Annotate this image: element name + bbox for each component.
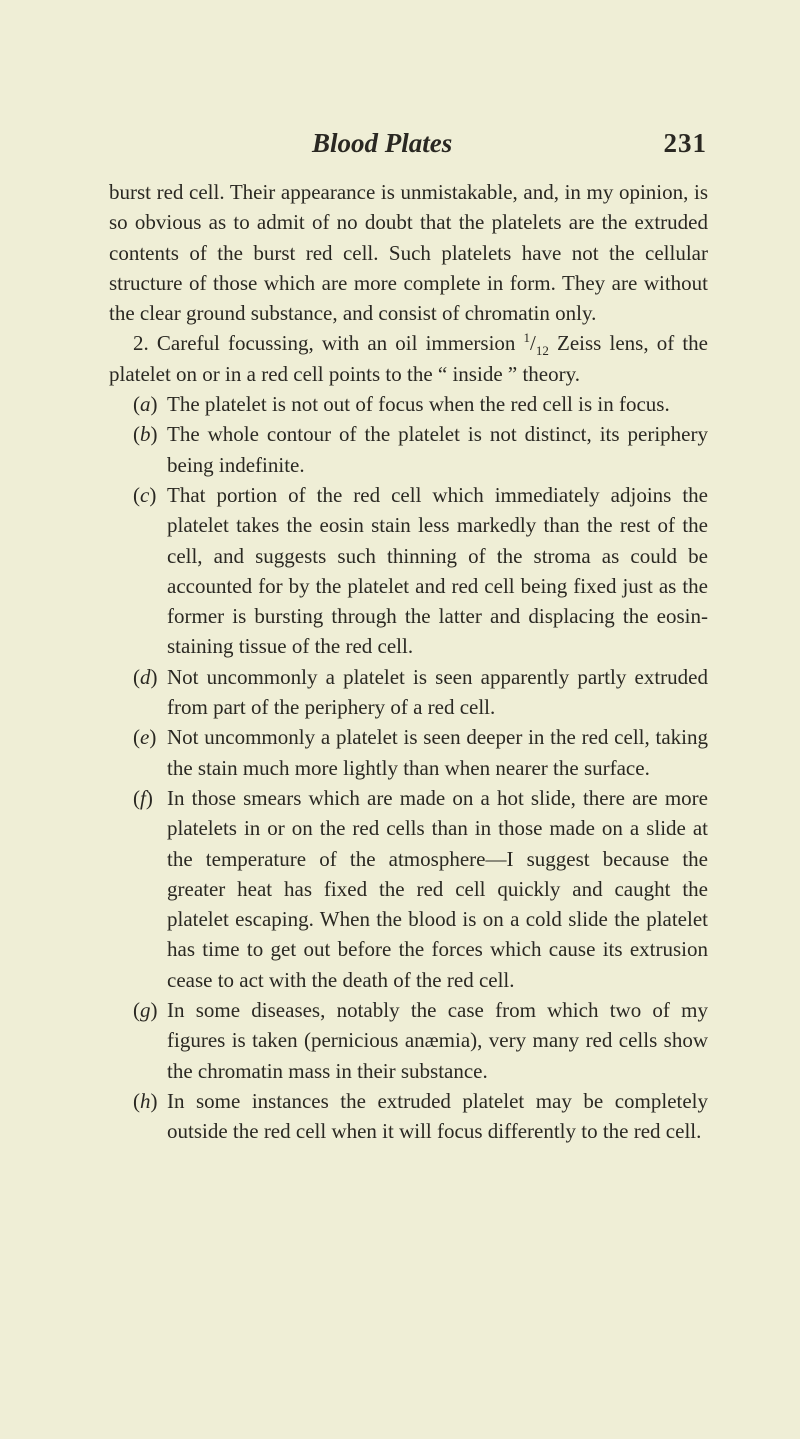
fraction-denominator: 12: [535, 343, 549, 359]
list-item: [133, 389, 708, 419]
list-item-label: (g): [133, 998, 158, 1023]
list-item-text: The platelet is not out of focus when the red cell is in focus.: [167, 392, 670, 417]
list-item: [133, 1086, 708, 1147]
list-item: [133, 480, 708, 662]
list-item-text: In some instances the extruded platelet may be completely outside the red cell when it will focus differently to the red cell.: [167, 1088, 708, 1144]
list-item: [133, 722, 708, 783]
list-item-label: (b): [133, 422, 158, 447]
list-item: [133, 662, 708, 723]
list-item-text: That portion of the red cell which immediately adjoins the platelet takes the eosin stain less markedly than the rest of the cell, and suggests such thinning of the stroma as could be accounted for by the platelet and red cell being fixed just as the former is bursting through the latter and displacing the eosin-staining tissue of the red cell.: [167, 482, 708, 659]
list-item-label: (e): [133, 725, 157, 750]
paragraph-numbered-2: [109, 328, 708, 389]
running-title: Blood Plates: [312, 128, 453, 158]
list-item: [133, 783, 708, 995]
page-header: [0, 128, 800, 168]
list-item-text: In those smears which are made on a hot slide, there are more platelets in or on the red cells than in those made on a slide at the temperature of the atmosphere—I suggest because the greater heat has fixed the red cell quickly and caught the platelet escaping. When the blood is on a cold slide the platelet has time to get out before the forces which cause its extrusion cease to act with the death of the red cell.: [167, 785, 708, 992]
body-text: [109, 177, 708, 1147]
paragraph-continuation: burst red cell. Their appearance is unmistakable, and, in my opinion, is so obvious as to admit of no doubt that the platelets are the extruded contents of the burst red cell. Such platelets have not the cellular structure of those which are more complete in form. They are without the clear ground substance, and consist of chromatin only.: [109, 180, 708, 326]
list-item-label: (a): [133, 392, 158, 417]
list-item-label: (c): [133, 482, 157, 507]
list-item-text: Not uncommonly a platelet is seen apparently partly extruded from part of the periphery of a red cell.: [167, 664, 708, 720]
lettered-list: [133, 389, 708, 1146]
list-item-text: Not uncommonly a platelet is seen deeper in the red cell, taking the stain much more lightly than when nearer the surface.: [167, 725, 708, 780]
list-item-text: In some diseases, notably the case from which two of my figures is taken (pernicious anæmia), very many red cells show the chromatin mass in their substance.: [167, 998, 708, 1083]
paragraph-2-start: 2. Careful focussing, with an oil immersion: [133, 331, 524, 356]
list-item-label: (h): [133, 1088, 158, 1113]
page-number: 231: [663, 128, 707, 158]
list-item: [133, 419, 708, 480]
fraction-slash: /: [530, 331, 536, 356]
list-item-text: The whole contour of the platelet is not distinct, its periphery being indefinite.: [167, 422, 708, 477]
list-item-label: (d): [133, 664, 158, 689]
list-item: [133, 995, 708, 1086]
paragraph-2-end: Zeiss lens, of the platelet on or in a red cell points to the “ inside ” theory.: [109, 331, 708, 386]
list-item-label: (f): [133, 785, 153, 810]
fraction-numerator: 1: [523, 330, 531, 346]
